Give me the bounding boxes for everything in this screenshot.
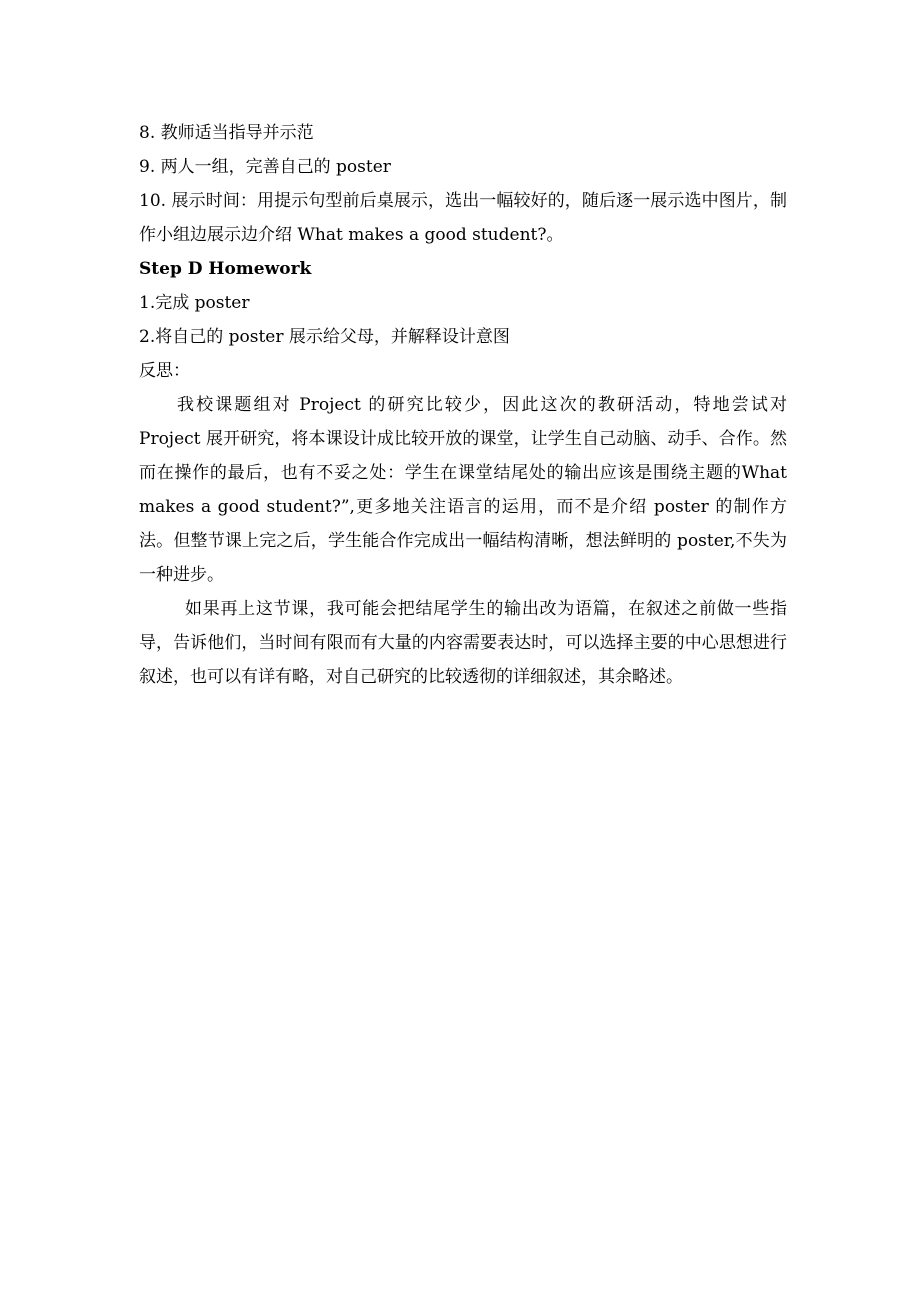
step-item-10: 10. 展示时间：用提示句型前后桌展示，选出一幅较好的，随后逐一展示选中图片，制作小组边展示边介绍 What makes a good student?。 (139, 191, 787, 245)
step-item-8: 8. 教师适当指导并示范 (139, 123, 314, 143)
section-heading-homework: Step D Homework (139, 259, 312, 279)
reflection-paragraph-2: 如果再上这节课，我可能会把结尾学生的输出改为语篇，在叙述之前做一些指导，告诉他们，当时间有限而有大量的内容需要表达时，可以选择主要的中心思想进行叙述，也可以有详有略，对自己研究的比较透彻的详细叙述，其余略述。 (139, 599, 787, 687)
homework-item-2: 2.将自己的 poster 展示给父母，并解释设计意图 (139, 327, 510, 347)
homework-item-1: 1.完成 poster (139, 293, 250, 313)
reflection-paragraph-1: 我校课题组对 Project 的研究比较少，因此这次的教研活动，特地尝试对 Project 展开研究，将本课设计成比较开放的课堂，让学生自己动脑、动手、合作。然而在操作的最后，也有不妥之处：学生在课堂结尾处的输出应该是围绕主题的What makes a good student?”,更多地关注语言的运用，而不是介绍 poster 的制作方法。但整节课上完之后，学生能合作完成出一幅结构清晰，想法鲜明的 poster,不失为一种进步。 (139, 395, 787, 585)
step-item-9: 9. 两人一组，完善自己的 poster (139, 157, 391, 177)
reflection-heading: 反思： (139, 361, 190, 381)
document-body (139, 116, 787, 694)
